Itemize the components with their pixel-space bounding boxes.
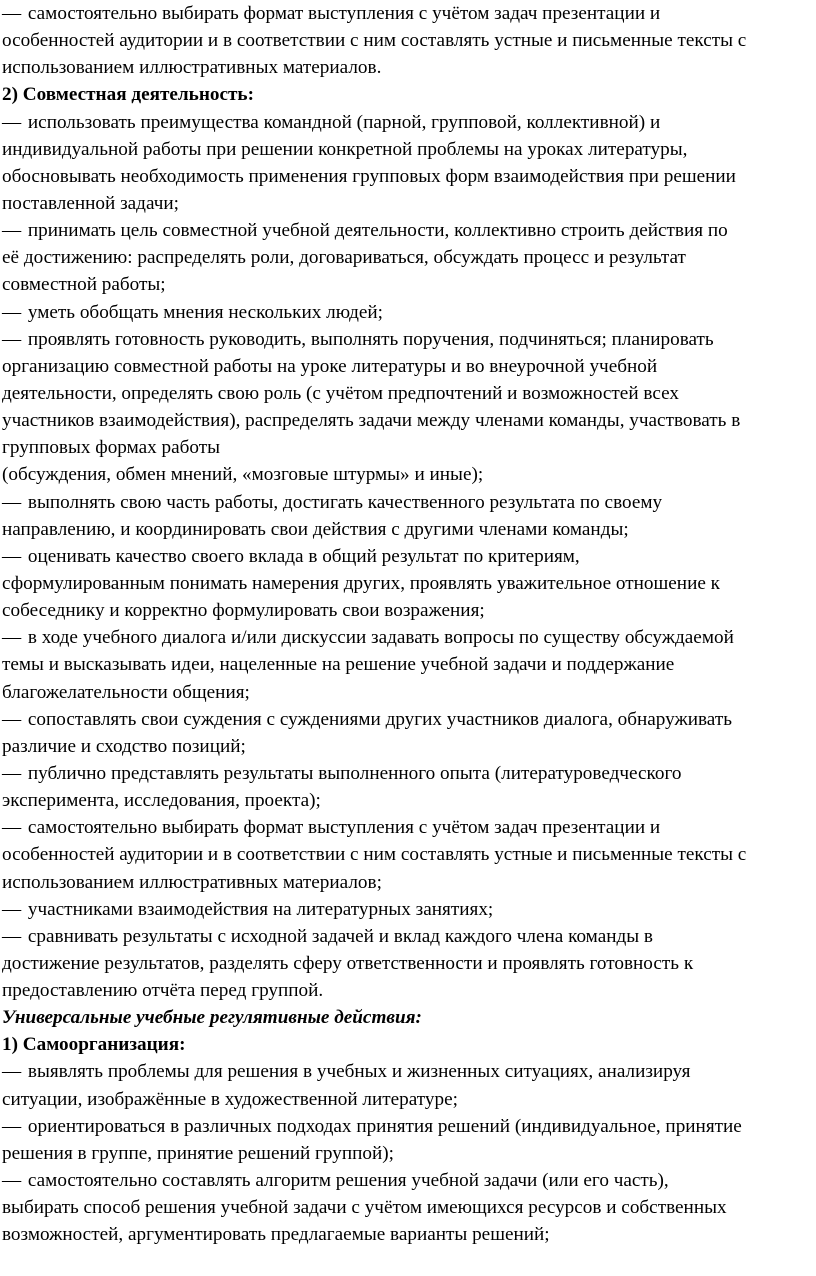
text-line [2, 516, 816, 543]
dash-bullet: — [2, 220, 22, 242]
text-line [2, 651, 816, 678]
section-heading [2, 1004, 816, 1031]
text-line [2, 787, 816, 814]
list-item [2, 814, 816, 841]
line-text: обосновывать необходимость применения групповых форм взаимодействия при решении [2, 165, 736, 187]
line-text: участников взаимодействия), распределять задачи между членами команды, участвовать в [2, 410, 741, 432]
list-item [2, 923, 816, 950]
line-text: выполнять свою часть работы, достигать качественного результата по своему [27, 491, 663, 513]
line-text: эксперимента, исследования, проекта); [2, 790, 321, 812]
line-text: публично представлять результаты выполненного опыта (литературоведческого [27, 762, 682, 784]
list-item [2, 109, 816, 136]
line-text: оценивать качество своего вклада в общий результат по критериям, [27, 545, 580, 567]
line-text: ситуации, изображённые в художественной литературе; [2, 1088, 458, 1110]
line-text: самостоятельно составлять алгоритм решения учебной задачи (или его часть), [27, 1170, 669, 1192]
text-line [2, 1221, 816, 1248]
dash-bullet: — [2, 762, 22, 784]
text-line [2, 733, 816, 760]
list-item [2, 1167, 816, 1194]
list-item [2, 326, 816, 353]
subsection-heading [2, 81, 816, 108]
text-line [2, 27, 816, 54]
list-item [2, 1113, 816, 1140]
dash-bullet: — [2, 3, 22, 24]
dash-bullet: — [2, 817, 22, 839]
dash-bullet: — [2, 1061, 22, 1083]
line-text: предоставлению отчёта перед группой. [2, 980, 324, 1002]
line-text: особенностей аудитории и в соответствии с ним составлять устные и письменные тексты с [2, 844, 747, 866]
text-line [2, 977, 816, 1004]
line-text: ориентироваться в различных подходах принятия решений (индивидуальное, принятие [27, 1115, 742, 1137]
text-line [2, 950, 816, 977]
list-item [2, 896, 816, 923]
list-item [2, 0, 816, 27]
line-text: в ходе учебного диалога и/или дискуссии задавать вопросы по существу обсуждаемой [27, 627, 734, 649]
text-line [2, 869, 816, 896]
line-text: использовать преимущества командной (парной, групповой, коллективной) и [27, 111, 661, 133]
line-text: направлению, и координировать свои действия с другими членами команды; [2, 518, 629, 540]
line-text: использованием иллюстративных материалов; [2, 871, 382, 893]
list-item [2, 624, 816, 651]
list-item [2, 299, 816, 326]
text-line [2, 271, 816, 298]
line-text: достижение результатов, разделять сферу ответственности и проявлять готовность к [2, 952, 694, 974]
line-text: поставленной задачи; [2, 192, 179, 214]
list-item [2, 217, 816, 244]
text-line [2, 679, 816, 706]
text-line [2, 380, 816, 407]
text-line [2, 434, 816, 461]
line-text: индивидуальной работы при решении конкретной проблемы на уроках литературы, [2, 138, 688, 160]
text-line [2, 54, 816, 81]
line-text: групповых формах работы [2, 437, 221, 459]
dash-bullet: — [2, 925, 22, 947]
line-text: проявлять готовность руководить, выполнять поручения, подчиняться; планировать [27, 328, 714, 350]
text-line [2, 190, 816, 217]
text-line [2, 1194, 816, 1221]
dash-bullet: — [2, 111, 22, 133]
dash-bullet: — [2, 898, 22, 920]
text-line [2, 1140, 816, 1167]
line-text: выявлять проблемы для решения в учебных и жизненных ситуациях, анализируя [27, 1061, 691, 1083]
line-text: совместной работы; [2, 274, 166, 296]
text-line [2, 1086, 816, 1113]
list-item [2, 706, 816, 733]
line-text: собеседнику и корректно формулировать свои возражения; [2, 600, 485, 622]
line-text: самостоятельно выбирать формат выступления с учётом задач презентации и [27, 817, 661, 839]
line-text: сопоставлять свои суждения с суждениями других участников диалога, обнаруживать [27, 708, 732, 730]
text-line [2, 244, 816, 271]
line-text: (обсуждения, обмен мнений, «мозговые штурмы» и иные); [2, 464, 484, 486]
list-item [2, 1058, 816, 1085]
line-text: благожелательности общения; [2, 681, 250, 703]
dash-bullet: — [2, 1115, 22, 1137]
line-text: 2) Совместная деятельность: [2, 84, 254, 106]
line-text: организацию совместной работы на уроке литературы и во внеурочной учебной [2, 355, 658, 377]
line-text: самостоятельно выбирать формат выступления с учётом задач презентации и [27, 3, 661, 24]
line-text: участниками взаимодействия на литературных занятиях; [27, 898, 494, 920]
dash-bullet: — [2, 1170, 22, 1192]
text-line [2, 570, 816, 597]
dash-bullet: — [2, 545, 22, 567]
text-line [2, 163, 816, 190]
text-line [2, 407, 816, 434]
line-text: 1) Самоорганизация: [2, 1034, 186, 1056]
list-item [2, 489, 816, 516]
line-text: её достижению: распределять роли, договариваться, обсуждать процесс и результат [2, 247, 686, 269]
line-text: особенностей аудитории и в соответствии с ним составлять устные и письменные тексты с [2, 30, 747, 52]
line-text: решения в группе, принятие решений группой); [2, 1142, 394, 1164]
text-line [2, 461, 816, 488]
text-line [2, 353, 816, 380]
line-text: принимать цель совместной учебной деятельности, коллективно строить действия по [27, 220, 728, 242]
line-text: сформулированным понимать намерения других, проявлять уважительное отношение к [2, 572, 720, 594]
subsection-heading [2, 1031, 816, 1058]
line-text: деятельности, определять свою роль (с учётом предпочтений и возможностей всех [2, 382, 679, 404]
line-text: темы и высказывать идеи, нацеленные на решение учебной задачи и поддержание [2, 654, 675, 676]
list-item [2, 543, 816, 570]
line-text: сравнивать результаты с исходной задачей и вклад каждого члена команды в [27, 925, 653, 947]
text-line [2, 841, 816, 868]
dash-bullet: — [2, 491, 22, 513]
text-line [2, 136, 816, 163]
line-text: Универсальные учебные регулятивные действия: [2, 1007, 422, 1029]
dash-bullet: — [2, 328, 22, 350]
line-text: выбирать способ решения учебной задачи с учётом имеющихся ресурсов и собственных [2, 1197, 727, 1219]
list-item [2, 760, 816, 787]
dash-bullet: — [2, 301, 22, 323]
dash-bullet: — [2, 708, 22, 730]
dash-bullet: — [2, 627, 22, 649]
line-text: возможностей, аргументировать предлагаемые варианты решений; [2, 1224, 550, 1246]
line-text: уметь обобщать мнения нескольких людей; [27, 301, 383, 323]
text-line [2, 597, 816, 624]
line-text: различие и сходство позиций; [2, 735, 246, 757]
line-text: использованием иллюстративных материалов. [2, 57, 382, 79]
